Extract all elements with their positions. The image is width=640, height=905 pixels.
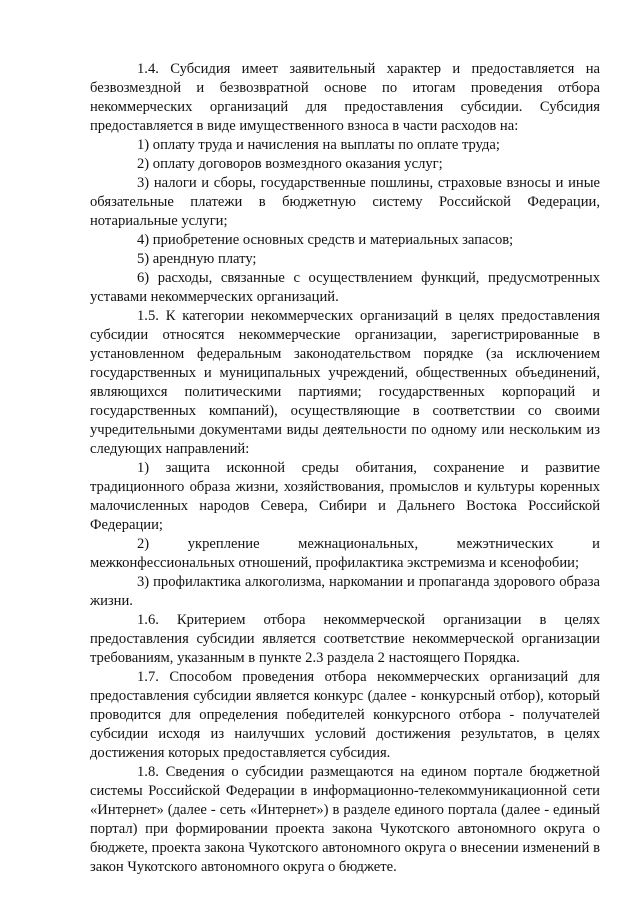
- expense-item-3-taxes-fees: 3) налоги и сборы, государственные пошлины, страховые взносы и иные обязательные платежи в бюджетную систему Российской Федерации, нотариальные услуги;: [90, 175, 600, 229]
- expense-item-2-service-contracts: 2) оплату договоров возмездного оказания услуг;: [137, 156, 443, 172]
- paragraph-1-6-selection-criterion: 1.6. Критерием отбора некоммерческой организации в целях предоставления субсидии является соответствие некоммерческой организации требованиям, указанным в пункте 2.3 раздела 2 настоящего Порядка.: [90, 612, 600, 666]
- paragraph-1-8-portal-publication: 1.8. Сведения о субсидии размещаются на едином портале бюджетной системы Российской Федерации в информационно-телекоммуникационной сети «Интернет» (далее - сеть «Интернет») в разделе единого портала (далее - единый портал) при формировании проекта закона Чукотского автономного округа о бюджете, проекта закона Чукотского автономного округа о внесении изменений в закон Чукотского автономного округа о бюджете.: [90, 764, 600, 875]
- expense-item-4-fixed-assets: 4) приобретение основных средств и материальных запасов;: [137, 232, 514, 248]
- paragraph-1-5-nko-categories: 1.5. К категории некоммерческих организаций в целях предоставления субсидии относятся некоммерческие организации, зарегистрированные в установленном федеральным законодательством порядке (за исключением государственных и муниципальных учреждений, общественных объединений, являющихся политическими партиями; государственных корпораций и государственных компаний), осуществляющие в соответствии со своими учредительными документами виды деятельности по одному или нескольким из следующих направлений:: [90, 308, 600, 457]
- document-page: [90, 60, 600, 877]
- paragraph-1-4-subsidy-nature: 1.4. Субсидия имеет заявительный характер и предоставляется на безвозмездной и безвозвратной основе по итогам проведения отбора некоммерческих организаций для предоставления субсидии. Субсидия предоставляется в виде имущественного взноса в части расходов на:: [90, 61, 600, 134]
- expense-item-1-labor: 1) оплату труда и начисления на выплаты по оплате труда;: [137, 137, 500, 153]
- expense-item-5-rent: 5) арендную плату;: [137, 251, 257, 267]
- direction-item-3-healthy-lifestyle: 3) профилактика алкоголизма, наркомании и пропаганда здорового образа жизни.: [90, 574, 600, 609]
- paragraph-1-7-selection-method: 1.7. Способом проведения отбора некоммерческих организаций для предоставления субсидии является конкурс (далее - конкурсный отбор), который проводится для определения победителей конкурсного отбора - получателей субсидии исходя из наилучших условий достижения результатов, в целях достижения которых предоставляется субсидия.: [90, 669, 600, 761]
- direction-item-2-interethnic-relations: 2) укрепление межнациональных, межэтнических и межконфессиональных отношений, профилактика экстремизма и ксенофобии;: [90, 536, 600, 571]
- expense-item-6-statutory-functions: 6) расходы, связанные с осуществлением функций, предусмотренных уставами некоммерческих организаций.: [90, 270, 600, 305]
- direction-item-1-indigenous-peoples: 1) защита исконной среды обитания, сохранение и развитие традиционного образа жизни, хозяйствования, промыслов и культуры коренных малочисленных народов Севера, Сибири и Дальнего Востока Российской Федерации;: [90, 460, 600, 533]
